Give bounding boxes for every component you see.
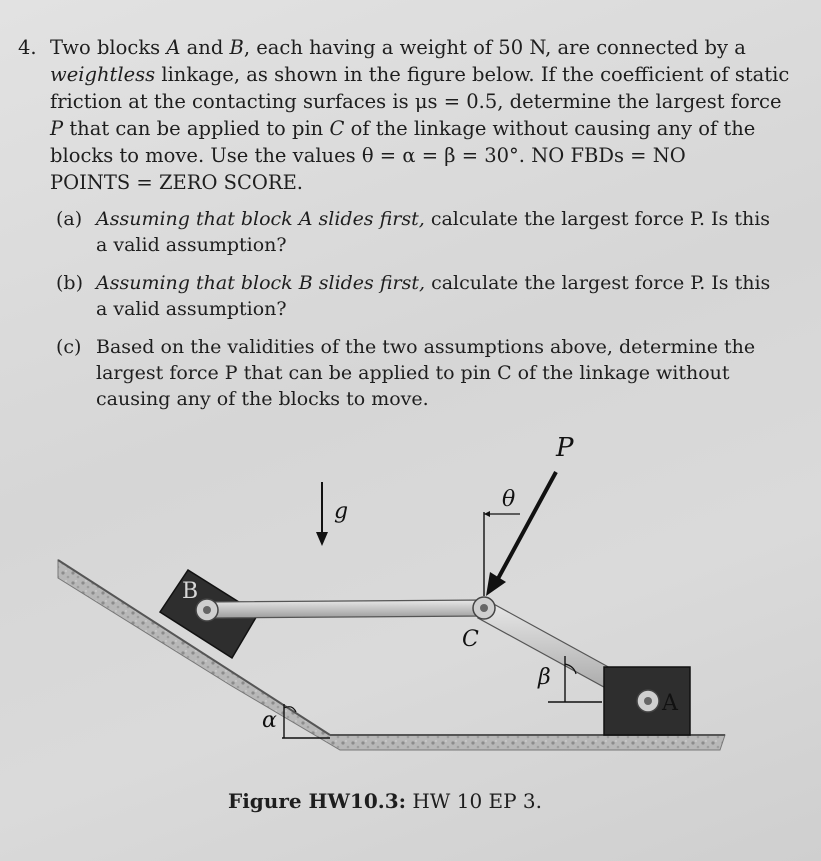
figure-caption: Figure HW10.3: HW 10 EP 3. <box>228 789 543 813</box>
link-bc <box>206 600 484 618</box>
beta-label: β <box>538 665 551 690</box>
part-c: (c) Based on the validities of the two assumptions above, determine the largest force P that can be applied to pin C of the linkage without causing any of the blocks to move. <box>56 336 756 410</box>
problem-line-1: Two blocks A and B, each having a weight of 50 N, are connected by a <box>50 36 746 59</box>
problem-line-2: weightless linkage, as shown in the figure below. If the coefficient of static <box>50 63 790 86</box>
part-b: (b) Assuming that block B slides first, calculate the largest force P. Is this a valid assumption? <box>56 272 771 320</box>
problem-number: 4. <box>18 36 37 59</box>
linkage-figure <box>0 420 821 780</box>
problem-line-6: POINTS = ZERO SCORE. <box>50 171 304 194</box>
problem-parts <box>56 206 776 424</box>
part-a: (a) Assuming that block A slides first, calculate the largest force P. Is this a valid assumption? <box>56 208 771 256</box>
block-a-label: A <box>662 691 678 716</box>
problem-line-5: blocks to move. Use the values θ = α = β = 30°. NO FBDs = NO <box>50 144 686 167</box>
alpha-label: α <box>262 708 277 733</box>
force-p-label: P <box>556 433 574 463</box>
problem-line-4: P that can be applied to pin C of the linkage without causing any of the <box>50 117 756 140</box>
block-b-label: B <box>182 579 199 604</box>
theta-label: θ <box>502 487 516 512</box>
problem-line-3: friction at the contacting surfaces is μs = 0.5, determine the largest force <box>50 90 782 113</box>
gravity-label: g <box>334 499 349 524</box>
pin-c-label: C <box>462 627 479 652</box>
